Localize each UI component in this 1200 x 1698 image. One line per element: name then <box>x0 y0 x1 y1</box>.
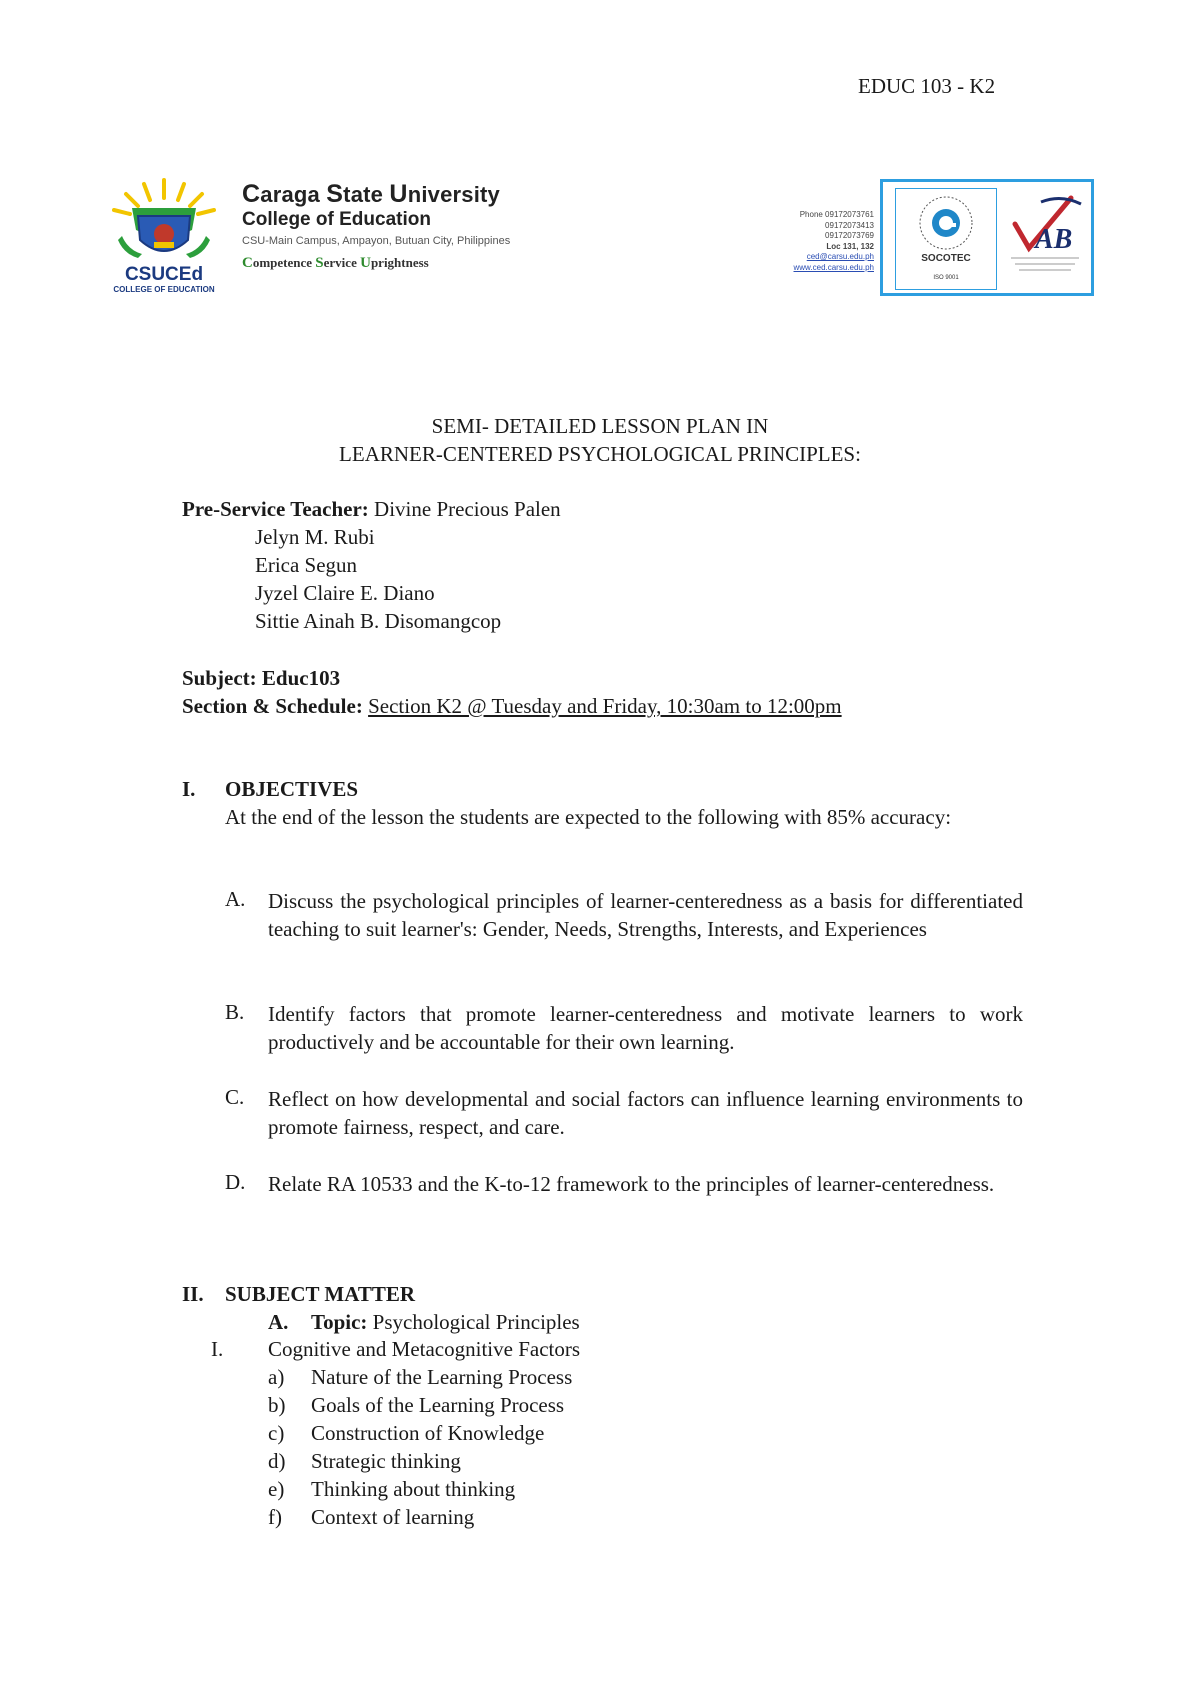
factor-item: Thinking about thinking <box>311 1477 516 1501</box>
university-address: CSU-Main Campus, Ampayon, Butuan City, Philippines <box>242 235 511 247</box>
topic-letter: A. <box>268 1310 289 1334</box>
subject-matter-heading: SUBJECT MATTER <box>225 1282 416 1306</box>
contact-phone: Phone 09172073761 <box>799 210 874 219</box>
schedule-value: Section K2 @ Tuesday and Friday, 10:30am to 12:00pm <box>368 694 842 718</box>
factor-item: Context of learning <box>311 1505 475 1529</box>
ab-accreditation-mark <box>1001 188 1089 288</box>
factor-marker: a) <box>268 1365 285 1389</box>
teacher-row <box>182 497 561 522</box>
ab-text: AB <box>1035 224 1073 255</box>
socotec-badge <box>895 188 997 290</box>
iso-label: ISO 9001 <box>933 275 959 281</box>
logo-text: CSUCEd <box>124 264 204 285</box>
university-name: Caraga State University <box>242 180 500 208</box>
subject-value: Educ103 <box>261 666 341 690</box>
ab-checkmark-icon <box>1001 188 1089 288</box>
objective-letter: D. <box>225 1170 246 1194</box>
topic-value: Psychological Principles <box>372 1310 580 1334</box>
csu-ced-logo <box>108 170 220 298</box>
subject-label: Subject: <box>182 666 257 690</box>
certification-box <box>880 179 1094 296</box>
sub-heading: Cognitive and Metacognitive Factors <box>268 1337 581 1361</box>
subject-row <box>182 666 340 691</box>
contact-email-link[interactable]: ced@carsu.edu.ph <box>806 252 874 261</box>
objective-letter: A. <box>225 887 246 911</box>
factor-marker: f) <box>268 1505 282 1529</box>
objectives-intro: At the end of the lesson the students are expected to the following with 85% accuracy: <box>225 805 952 829</box>
factor-item: Nature of the Learning Process <box>311 1365 573 1389</box>
topic-row <box>311 1310 580 1335</box>
schedule-row <box>182 694 842 719</box>
teacher-name: Jyzel Claire E. Diano <box>255 581 435 605</box>
teacher-name: Erica Segun <box>255 553 358 577</box>
sun-shield-emblem-icon <box>108 170 220 298</box>
factor-marker: c) <box>268 1421 285 1445</box>
logo-subtext: COLLEGE OF EDUCATION <box>113 285 215 294</box>
contact-phone-2: 09172073413 <box>825 220 874 230</box>
contact-info <box>768 210 874 273</box>
objective-item: Relate RA 10533 and the K-to-12 framework to the principles of learner-centeredness. <box>268 1172 995 1196</box>
university-motto: Competence Service Uprightness <box>242 255 429 271</box>
factor-marker: b) <box>268 1393 286 1417</box>
objective-letter: B. <box>225 1000 245 1024</box>
document-title-line1: SEMI- DETAILED LESSON PLAN IN <box>431 414 769 438</box>
factor-item: Strategic thinking <box>311 1449 461 1473</box>
subject-matter-numeral: II. <box>182 1282 204 1306</box>
objective-item: Discuss the psychological principles of learner-centeredness as a basis for differentiated teaching to suit learner's: Gender, Needs, Strengths, Interests, and Experiences <box>268 889 1023 941</box>
objectives-numeral: I. <box>182 777 196 801</box>
university-block <box>242 180 510 272</box>
socotec-seal-icon <box>896 189 996 251</box>
college-name: College of Education <box>242 209 431 230</box>
schedule-label: Section & Schedule: <box>182 694 363 718</box>
teacher-name: Jelyn M. Rubi <box>255 525 375 549</box>
factor-item: Goals of the Learning Process <box>311 1393 565 1417</box>
contact-website-link[interactable]: www.ced.carsu.edu.ph <box>793 262 874 272</box>
factor-marker: d) <box>268 1449 286 1473</box>
objective-letter: C. <box>225 1085 245 1109</box>
objective-item: Reflect on how developmental and social factors can influence learning environments to promote fairness, respect, and care. <box>268 1087 1023 1139</box>
socotec-label: SOCOTEC <box>921 253 971 264</box>
contact-phone-3: 09172073769 <box>825 231 874 240</box>
topic-label: Topic: <box>311 1310 368 1334</box>
sub-numeral: I. <box>211 1337 224 1361</box>
page-code: EDUC 103 - K2 <box>858 74 996 98</box>
objective-item: Identify factors that promote learner-centeredness and motivate learners to work productively and be accountable for their own learning. <box>268 1002 1023 1054</box>
factor-item: Construction of Knowledge <box>311 1421 545 1445</box>
teacher-name: Sittie Ainah B. Disomangcop <box>255 609 502 633</box>
teacher-name: Divine Precious Palen <box>374 497 561 521</box>
factor-marker: e) <box>268 1477 285 1501</box>
teacher-label: Pre-Service Teacher: <box>182 497 369 521</box>
document-title-line2: LEARNER-CENTERED PSYCHOLOGICAL PRINCIPLES: <box>339 442 861 466</box>
contact-local: Loc 131, 132 <box>826 241 874 251</box>
objectives-heading: OBJECTIVES <box>225 777 359 801</box>
